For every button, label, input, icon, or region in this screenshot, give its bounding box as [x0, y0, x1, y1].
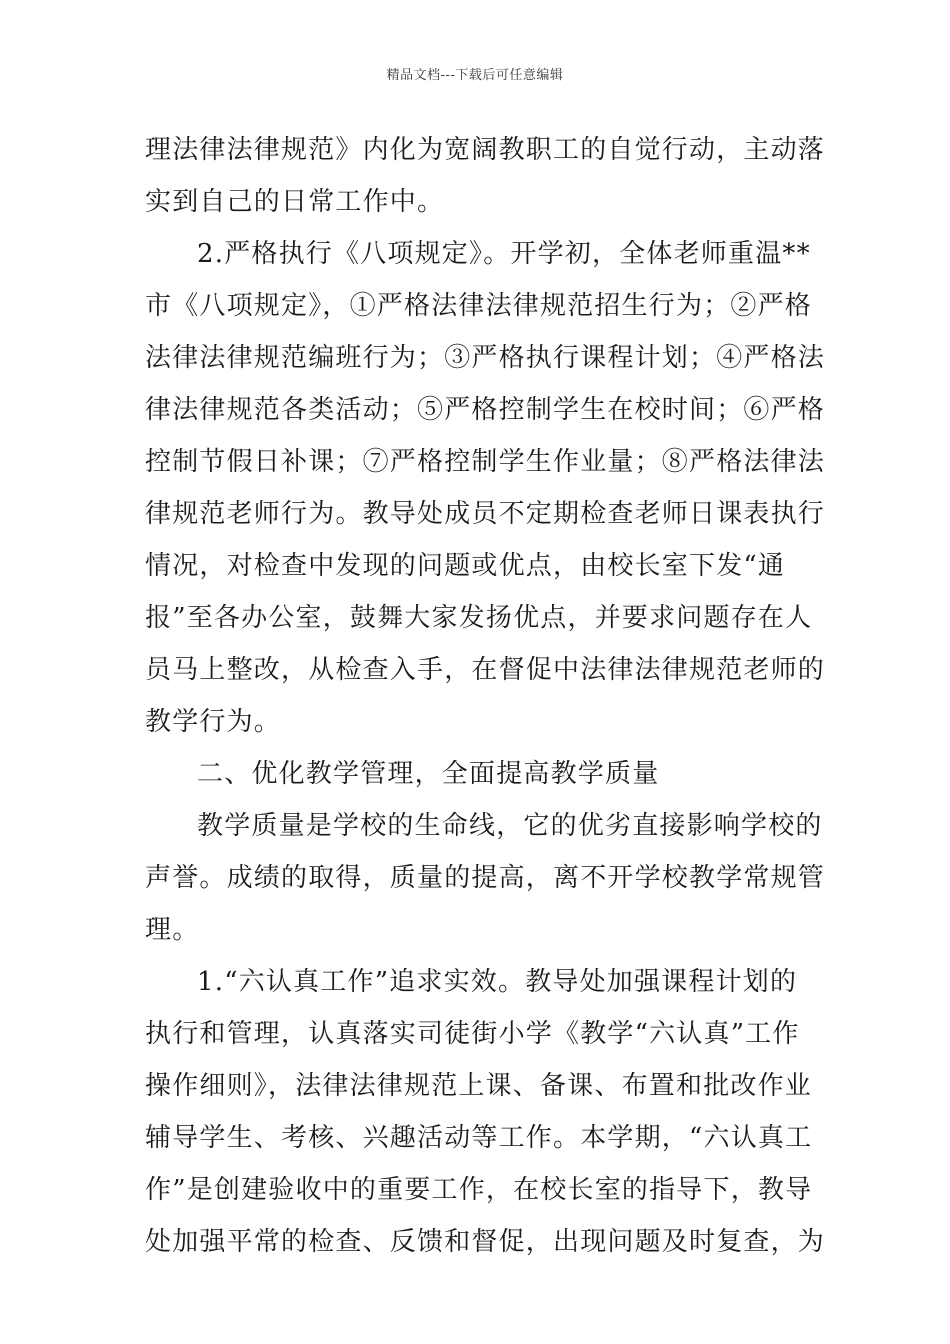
- document-body: [145, 124, 826, 1268]
- text-line: 操作细则》，法律法律规范上课、备课、布置和批改作业: [145, 1071, 813, 1101]
- text-line: 法律法律规范编班行为；③严格执行课程计划；④严格法: [145, 343, 826, 373]
- text-line: 情况，对检查中发现的问题或优点，由校长室下发“通: [145, 551, 786, 581]
- page-header: 精品文档---下载后可任意编辑: [386, 68, 564, 83]
- text-line: 处加强平常的检查、反馈和督促，出现问题及时复查，为: [145, 1227, 826, 1257]
- text-line: 理。: [145, 915, 200, 945]
- text-line: 实到自己的日常工作中。: [145, 187, 445, 217]
- text-line: 声誉。成绩的取得，质量的提高，离不开学校教学常规管: [145, 863, 826, 893]
- text-line: 执行和管理，认真落实司徒街小学《教学“六认真”工作: [145, 1019, 800, 1049]
- text-line: 控制节假日补课；⑦严格控制学生作业量；⑧严格法律法: [145, 447, 826, 477]
- text-line: 教学质量是学校的生命线，它的优劣直接影响学校的: [197, 811, 823, 841]
- text-line: 员马上整改，从检查入手，在督促中法律法律规范老师的: [145, 655, 826, 685]
- text-line: 理法律法律规范》内化为宽阔教职工的自觉行动，主动落: [145, 135, 826, 165]
- text-line: 市《八项规定》，①严格法律法律规范招生行为；②严格: [145, 291, 813, 321]
- text-line: 辅导学生、考核、兴趣活动等工作。本学期，“六认真工: [145, 1123, 813, 1153]
- text-line: 律规范老师行为。教导处成员不定期检查老师日课表执行: [145, 499, 826, 529]
- text-line: 律法律规范各类活动；⑤严格控制学生在校时间；⑥严格: [145, 395, 826, 425]
- text-line: 作”是创建验收中的重要工作，在校长室的指导下，教导: [145, 1175, 813, 1205]
- section-heading: 二、优化教学管理，全面提高教学质量: [197, 759, 660, 789]
- text-line: 报”至各办公室，鼓舞大家发扬优点，并要求问题存在人: [145, 603, 813, 633]
- text-line: 1.“六认真工作”追求实效。教导处加强课程计划的: [197, 967, 798, 997]
- text-line: 2.严格执行《八项规定》。开学初，全体老师重温**: [197, 239, 811, 269]
- text-line: 教学行为。: [145, 707, 282, 737]
